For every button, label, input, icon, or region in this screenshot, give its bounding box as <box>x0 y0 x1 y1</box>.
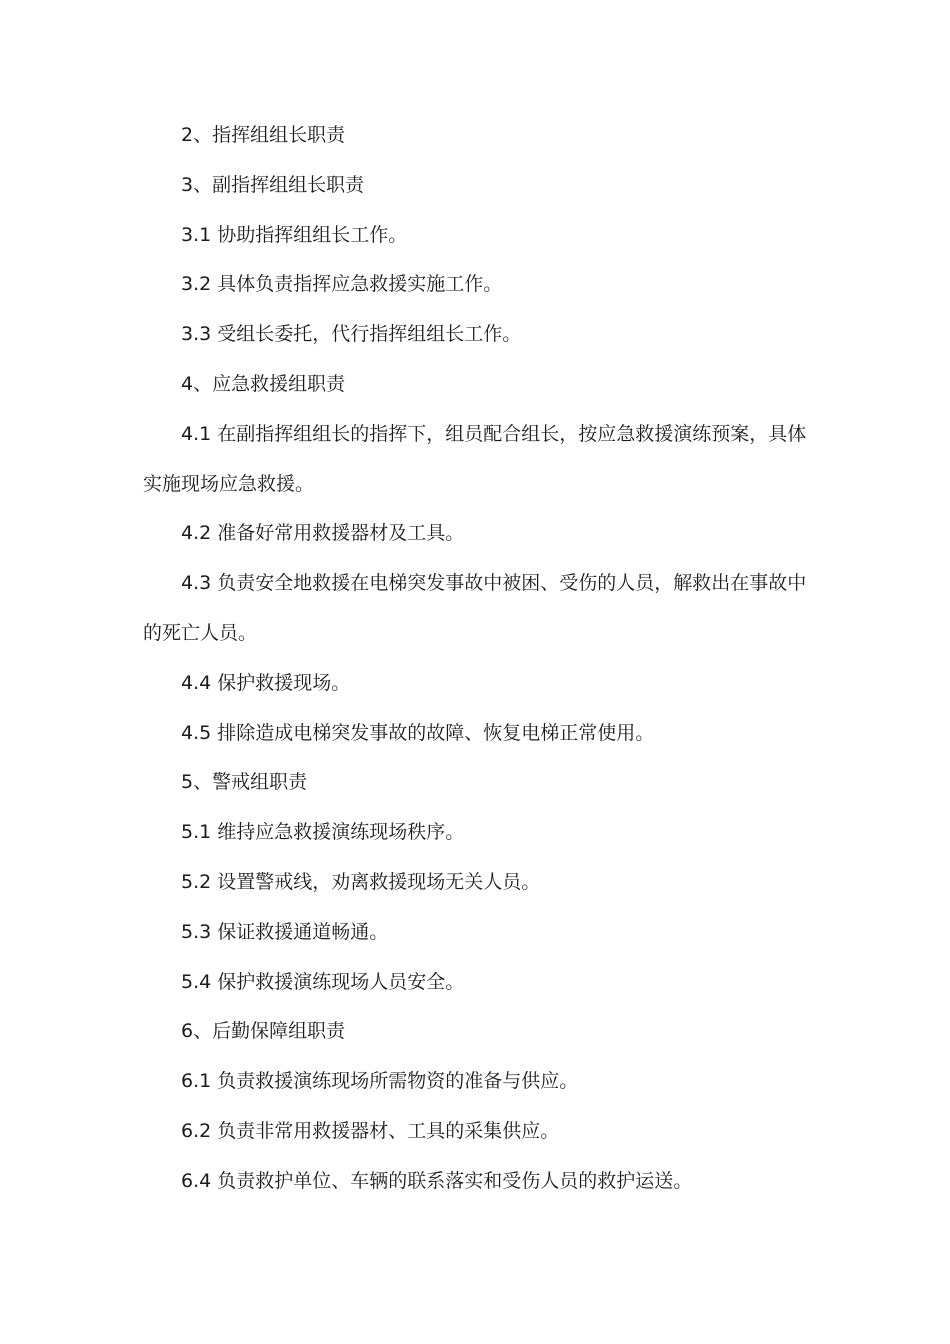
section-heading-3: 3、副指挥组组长职责 <box>181 173 365 196</box>
paragraph-5-2: 5.2 设置警戒线，劝离救援现场无关人员。 <box>181 870 541 893</box>
paragraph-6-4: 6.4 负责救护单位、车辆的联系落实和受伤人员的救护运送。 <box>181 1169 693 1192</box>
paragraph-5-4: 5.4 保护救援演练现场人员安全。 <box>181 970 465 993</box>
paragraph-3-1: 3.1 协助指挥组组长工作。 <box>181 223 408 246</box>
paragraph-6-2: 6.2 负责非常用救援器材、工具的采集供应。 <box>181 1119 560 1142</box>
section-heading-5: 5、警戒组职责 <box>181 771 308 794</box>
document-body <box>143 111 810 1207</box>
section-heading-6: 6、后勤保障组职责 <box>181 1020 346 1043</box>
paragraph-4-2: 4.2 准备好常用救援器材及工具。 <box>181 522 465 545</box>
paragraph-4-3: 4.3 负责安全地救援在电梯突发事故中被困、受伤的人员，解救出在事故中的死亡人员。 <box>143 572 807 644</box>
paragraph-4-4: 4.4 保护救援现场。 <box>181 671 351 694</box>
paragraph-4-1: 4.1 在副指挥组组长的指挥下，组员配合组长，按应急救援演练预案，具体实施现场应急救援。 <box>143 422 807 495</box>
paragraph-6-1: 6.1 负责救援演练现场所需物资的准备与供应。 <box>181 1070 579 1093</box>
paragraph-5-3: 5.3 保证救援通道畅通。 <box>181 920 389 943</box>
section-heading-4: 4、应急救援组职责 <box>181 372 346 395</box>
section-heading-2: 2、指挥组组长职责 <box>181 124 346 146</box>
paragraph-3-3: 3.3 受组长委托，代行指挥组组长工作。 <box>181 323 522 346</box>
paragraph-5-1: 5.1 维持应急救援演练现场秩序。 <box>181 821 465 844</box>
paragraph-4-5: 4.5 排除造成电梯突发事故的故障、恢复电梯正常使用。 <box>181 721 655 744</box>
paragraph-3-2: 3.2 具体负责指挥应急救援实施工作。 <box>181 273 503 296</box>
